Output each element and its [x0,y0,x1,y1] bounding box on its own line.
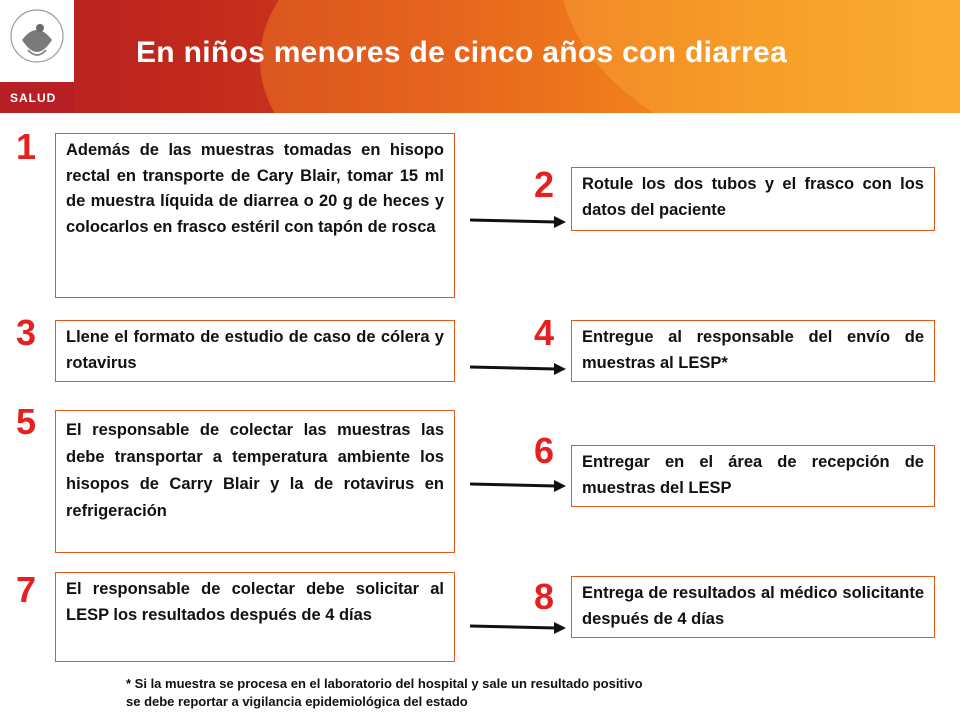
mexico-seal-icon [8,6,66,70]
page-title: En niños menores de cinco años con diarrea [136,36,788,69]
salud-logo: SALUD [0,82,74,113]
step-number-7: 7 [16,569,37,610]
step-number-3: 3 [16,312,37,353]
step-box-8: Entrega de resultados al médico solicitante después de 4 días [571,576,935,638]
step-number-8: 8 [534,576,555,617]
step-box-7: El responsable de colectar debe solicitar al LESP los resultados después de 4 días [55,572,455,662]
step-number-2: 2 [534,164,555,205]
footnote-line-2: se debe reportar a vigilancia epidemiológica del estado [126,694,468,709]
step-number-1: 1 [16,126,37,167]
step-box-6: Entregar en el área de recepción de muestras del LESP [571,445,935,507]
footnote [126,675,846,711]
step-number-6: 6 [534,430,555,471]
step-box-1: Además de las muestras tomadas en hisopo rectal en transporte de Cary Blair, tomar 15 ml de muestra líquida de diarrea o 20 g de heces y colocarlos en frasco estéril con tapón de rosca [55,133,455,298]
step-number-5: 5 [16,401,37,442]
step-number-4: 4 [534,312,555,353]
arrow-right-icon [468,474,568,498]
logo-panel [0,0,74,113]
footnote-line-1: * Si la muestra se procesa en el laboratorio del hospital y sale un resultado positivo [126,676,643,691]
step-box-4: Entregue al responsable del envío de muestras al LESP* [571,320,935,382]
arrow-right-icon [468,208,568,232]
step-box-5: El responsable de colectar las muestras las debe transportar a temperatura ambiente los hisopos de Carry Blair y la de rotavirus en refrigeración [55,410,455,553]
arrow-right-icon [468,616,568,640]
arrow-right-icon [468,357,568,381]
step-box-2: Rotule los dos tubos y el frasco con los datos del paciente [571,167,935,231]
step-box-3: Llene el formato de estudio de caso de cólera y rotavirus [55,320,455,382]
header-banner [0,0,960,113]
